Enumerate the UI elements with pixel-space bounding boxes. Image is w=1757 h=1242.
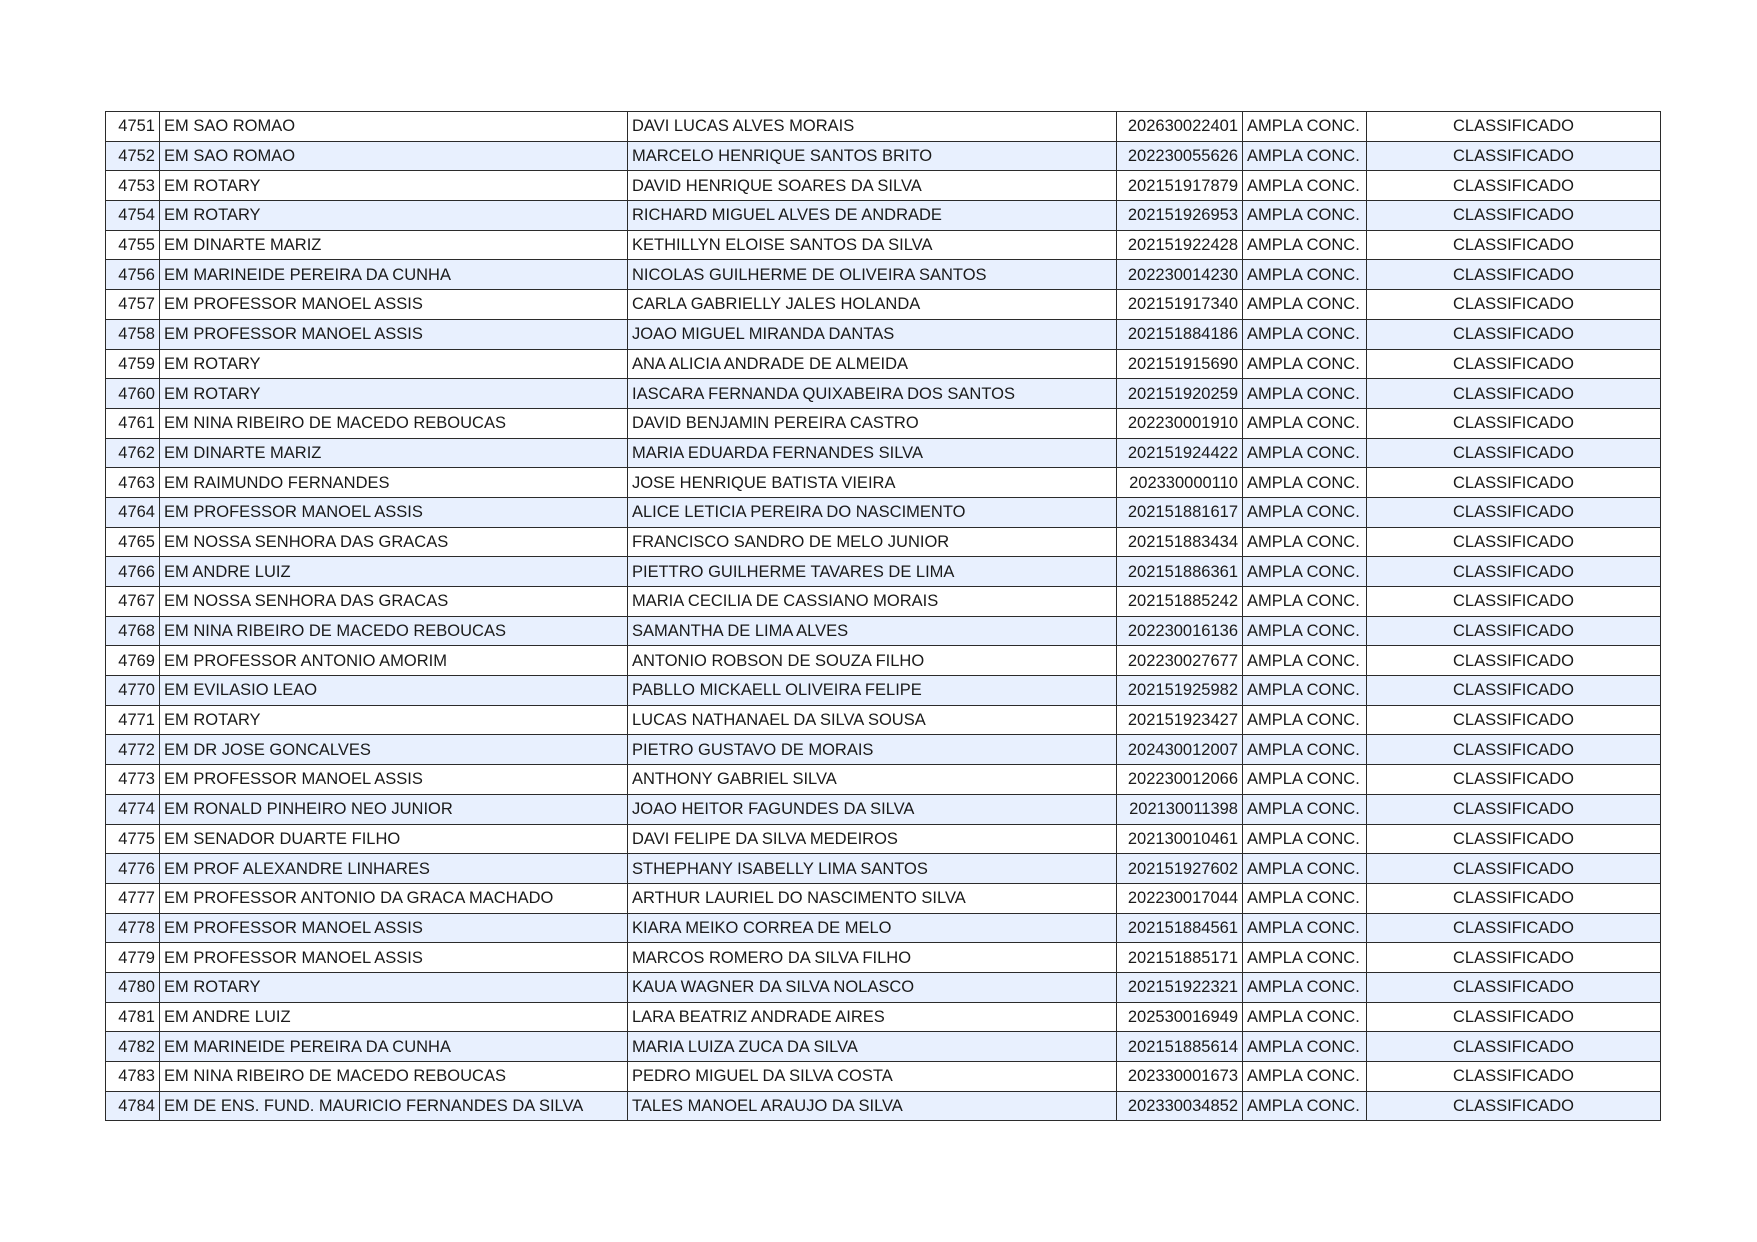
school-name: EM NOSSA SENHORA DAS GRACAS <box>160 527 628 557</box>
row-number: 4765 <box>106 527 160 557</box>
quota-type: AMPLA CONC. <box>1243 854 1367 884</box>
table-row <box>106 854 1661 884</box>
quota-type: AMPLA CONC. <box>1243 824 1367 854</box>
registration-number: 202151917879 <box>1117 171 1243 201</box>
quota-type: AMPLA CONC. <box>1243 1002 1367 1032</box>
quota-type: AMPLA CONC. <box>1243 557 1367 587</box>
status-text: CLASSIFICADO <box>1367 290 1661 320</box>
row-number: 4752 <box>106 141 160 171</box>
student-name: STHEPHANY ISABELLY LIMA SANTOS <box>628 854 1117 884</box>
status-text: CLASSIFICADO <box>1367 408 1661 438</box>
school-name: EM SENADOR DUARTE FILHO <box>160 824 628 854</box>
status-text: CLASSIFICADO <box>1367 1032 1661 1062</box>
table-row <box>106 824 1661 854</box>
registration-number: 202151924422 <box>1117 438 1243 468</box>
student-name: KETHILLYN ELOISE SANTOS DA SILVA <box>628 230 1117 260</box>
status-text: CLASSIFICADO <box>1367 349 1661 379</box>
table-row <box>106 646 1661 676</box>
quota-type: AMPLA CONC. <box>1243 497 1367 527</box>
student-name: MARCELO HENRIQUE SANTOS BRITO <box>628 141 1117 171</box>
quota-type: AMPLA CONC. <box>1243 972 1367 1002</box>
school-name: EM PROFESSOR MANOEL ASSIS <box>160 765 628 795</box>
quota-type: AMPLA CONC. <box>1243 379 1367 409</box>
table-row <box>106 260 1661 290</box>
table-row <box>106 1002 1661 1032</box>
school-name: EM MARINEIDE PEREIRA DA CUNHA <box>160 260 628 290</box>
status-text: CLASSIFICADO <box>1367 676 1661 706</box>
quota-type: AMPLA CONC. <box>1243 765 1367 795</box>
student-name: JOAO HEITOR FAGUNDES DA SILVA <box>628 794 1117 824</box>
school-name: EM PROFESSOR ANTONIO DA GRACA MACHADO <box>160 883 628 913</box>
status-text: CLASSIFICADO <box>1367 765 1661 795</box>
status-text: CLASSIFICADO <box>1367 794 1661 824</box>
school-name: EM ROTARY <box>160 705 628 735</box>
registration-number: 202130010461 <box>1117 824 1243 854</box>
table-row <box>106 587 1661 617</box>
registration-number: 202151926953 <box>1117 201 1243 231</box>
status-text: CLASSIFICADO <box>1367 735 1661 765</box>
table-row <box>106 557 1661 587</box>
row-number: 4771 <box>106 705 160 735</box>
table-row <box>106 943 1661 973</box>
student-name: DAVI FELIPE DA SILVA MEDEIROS <box>628 824 1117 854</box>
table-row <box>106 794 1661 824</box>
registration-number: 202230017044 <box>1117 883 1243 913</box>
table-row <box>106 676 1661 706</box>
row-number: 4783 <box>106 1062 160 1092</box>
quota-type: AMPLA CONC. <box>1243 141 1367 171</box>
school-name: EM ROTARY <box>160 349 628 379</box>
quota-type: AMPLA CONC. <box>1243 230 1367 260</box>
registration-number: 202630022401 <box>1117 112 1243 142</box>
student-name: SAMANTHA DE LIMA ALVES <box>628 616 1117 646</box>
table-row <box>106 1091 1661 1121</box>
registration-number: 202230027677 <box>1117 646 1243 676</box>
quota-type: AMPLA CONC. <box>1243 616 1367 646</box>
quota-type: AMPLA CONC. <box>1243 883 1367 913</box>
table-row <box>106 765 1661 795</box>
quota-type: AMPLA CONC. <box>1243 290 1367 320</box>
school-name: EM SAO ROMAO <box>160 141 628 171</box>
school-name: EM RAIMUNDO FERNANDES <box>160 468 628 498</box>
row-number: 4776 <box>106 854 160 884</box>
quota-type: AMPLA CONC. <box>1243 201 1367 231</box>
registration-number: 202230014230 <box>1117 260 1243 290</box>
row-number: 4784 <box>106 1091 160 1121</box>
row-number: 4781 <box>106 1002 160 1032</box>
row-number: 4766 <box>106 557 160 587</box>
status-text: CLASSIFICADO <box>1367 943 1661 973</box>
quota-type: AMPLA CONC. <box>1243 527 1367 557</box>
status-text: CLASSIFICADO <box>1367 379 1661 409</box>
row-number: 4775 <box>106 824 160 854</box>
quota-type: AMPLA CONC. <box>1243 1032 1367 1062</box>
registration-number: 202151884186 <box>1117 319 1243 349</box>
quota-type: AMPLA CONC. <box>1243 112 1367 142</box>
school-name: EM ANDRE LUIZ <box>160 1002 628 1032</box>
quota-type: AMPLA CONC. <box>1243 587 1367 617</box>
row-number: 4761 <box>106 408 160 438</box>
status-text: CLASSIFICADO <box>1367 646 1661 676</box>
school-name: EM ROTARY <box>160 171 628 201</box>
quota-type: AMPLA CONC. <box>1243 349 1367 379</box>
row-number: 4760 <box>106 379 160 409</box>
row-number: 4770 <box>106 676 160 706</box>
quota-type: AMPLA CONC. <box>1243 438 1367 468</box>
student-name: ALICE LETICIA PEREIRA DO NASCIMENTO <box>628 497 1117 527</box>
row-number: 4772 <box>106 735 160 765</box>
table-row <box>106 408 1661 438</box>
student-name: MARIA LUIZA ZUCA DA SILVA <box>628 1032 1117 1062</box>
registration-number: 202530016949 <box>1117 1002 1243 1032</box>
row-number: 4767 <box>106 587 160 617</box>
quota-type: AMPLA CONC. <box>1243 676 1367 706</box>
status-text: CLASSIFICADO <box>1367 468 1661 498</box>
table-row <box>106 468 1661 498</box>
table-row <box>106 379 1661 409</box>
school-name: EM DR JOSE GONCALVES <box>160 735 628 765</box>
registration-number: 202151925982 <box>1117 676 1243 706</box>
quota-type: AMPLA CONC. <box>1243 735 1367 765</box>
quota-type: AMPLA CONC. <box>1243 319 1367 349</box>
school-name: EM DINARTE MARIZ <box>160 438 628 468</box>
student-name: ANA ALICIA ANDRADE DE ALMEIDA <box>628 349 1117 379</box>
registration-number: 202151884561 <box>1117 913 1243 943</box>
table-row <box>106 349 1661 379</box>
student-name: DAVID BENJAMIN PEREIRA CASTRO <box>628 408 1117 438</box>
table-row <box>106 1062 1661 1092</box>
row-number: 4777 <box>106 883 160 913</box>
status-text: CLASSIFICADO <box>1367 112 1661 142</box>
status-text: CLASSIFICADO <box>1367 883 1661 913</box>
quota-type: AMPLA CONC. <box>1243 468 1367 498</box>
quota-type: AMPLA CONC. <box>1243 408 1367 438</box>
registration-number: 202330001673 <box>1117 1062 1243 1092</box>
registration-number: 202151885242 <box>1117 587 1243 617</box>
row-number: 4762 <box>106 438 160 468</box>
school-name: EM NINA RIBEIRO DE MACEDO REBOUCAS <box>160 616 628 646</box>
classification-table <box>105 111 1661 1121</box>
school-name: EM PROF ALEXANDRE LINHARES <box>160 854 628 884</box>
school-name: EM PROFESSOR MANOEL ASSIS <box>160 913 628 943</box>
row-number: 4764 <box>106 497 160 527</box>
student-name: MARCOS ROMERO DA SILVA FILHO <box>628 943 1117 973</box>
school-name: EM ROTARY <box>160 201 628 231</box>
student-name: NICOLAS GUILHERME DE OLIVEIRA SANTOS <box>628 260 1117 290</box>
row-number: 4769 <box>106 646 160 676</box>
row-number: 4778 <box>106 913 160 943</box>
table-row <box>106 112 1661 142</box>
student-name: PIETRO GUSTAVO DE MORAIS <box>628 735 1117 765</box>
registration-number: 202430012007 <box>1117 735 1243 765</box>
school-name: EM EVILASIO LEAO <box>160 676 628 706</box>
registration-number: 202151920259 <box>1117 379 1243 409</box>
registration-number: 202151922428 <box>1117 230 1243 260</box>
row-number: 4755 <box>106 230 160 260</box>
status-text: CLASSIFICADO <box>1367 171 1661 201</box>
status-text: CLASSIFICADO <box>1367 260 1661 290</box>
school-name: EM PROFESSOR MANOEL ASSIS <box>160 943 628 973</box>
school-name: EM NOSSA SENHORA DAS GRACAS <box>160 587 628 617</box>
student-name: CARLA GABRIELLY JALES HOLANDA <box>628 290 1117 320</box>
quota-type: AMPLA CONC. <box>1243 260 1367 290</box>
status-text: CLASSIFICADO <box>1367 705 1661 735</box>
table-row <box>106 705 1661 735</box>
registration-number: 202151915690 <box>1117 349 1243 379</box>
registration-number: 202330000110 <box>1117 468 1243 498</box>
table-row <box>106 913 1661 943</box>
status-text: CLASSIFICADO <box>1367 587 1661 617</box>
student-name: PEDRO MIGUEL DA SILVA COSTA <box>628 1062 1117 1092</box>
status-text: CLASSIFICADO <box>1367 230 1661 260</box>
table-row <box>106 171 1661 201</box>
table-row <box>106 201 1661 231</box>
school-name: EM SAO ROMAO <box>160 112 628 142</box>
status-text: CLASSIFICADO <box>1367 319 1661 349</box>
school-name: EM PROFESSOR MANOEL ASSIS <box>160 290 628 320</box>
registration-number: 202151927602 <box>1117 854 1243 884</box>
student-name: FRANCISCO SANDRO DE MELO JUNIOR <box>628 527 1117 557</box>
status-text: CLASSIFICADO <box>1367 824 1661 854</box>
row-number: 4763 <box>106 468 160 498</box>
status-text: CLASSIFICADO <box>1367 1091 1661 1121</box>
registration-number: 202230055626 <box>1117 141 1243 171</box>
table-row <box>106 319 1661 349</box>
table-row <box>106 735 1661 765</box>
quota-type: AMPLA CONC. <box>1243 794 1367 824</box>
row-number: 4773 <box>106 765 160 795</box>
registration-number: 202151883434 <box>1117 527 1243 557</box>
table-row <box>106 883 1661 913</box>
row-number: 4751 <box>106 112 160 142</box>
row-number: 4754 <box>106 201 160 231</box>
table-row <box>106 438 1661 468</box>
registration-number: 202151885614 <box>1117 1032 1243 1062</box>
quota-type: AMPLA CONC. <box>1243 1062 1367 1092</box>
table-row <box>106 230 1661 260</box>
school-name: EM ANDRE LUIZ <box>160 557 628 587</box>
status-text: CLASSIFICADO <box>1367 913 1661 943</box>
student-name: KIARA MEIKO CORREA DE MELO <box>628 913 1117 943</box>
row-number: 4753 <box>106 171 160 201</box>
quota-type: AMPLA CONC. <box>1243 913 1367 943</box>
row-number: 4758 <box>106 319 160 349</box>
registration-number: 202130011398 <box>1117 794 1243 824</box>
school-name: EM PROFESSOR MANOEL ASSIS <box>160 319 628 349</box>
school-name: EM MARINEIDE PEREIRA DA CUNHA <box>160 1032 628 1062</box>
school-name: EM RONALD PINHEIRO NEO JUNIOR <box>160 794 628 824</box>
registration-number: 202151922321 <box>1117 972 1243 1002</box>
school-name: EM DINARTE MARIZ <box>160 230 628 260</box>
table-row <box>106 1032 1661 1062</box>
student-name: LUCAS NATHANAEL DA SILVA SOUSA <box>628 705 1117 735</box>
student-name: ARTHUR LAURIEL DO NASCIMENTO SILVA <box>628 883 1117 913</box>
status-text: CLASSIFICADO <box>1367 854 1661 884</box>
registration-number: 202230001910 <box>1117 408 1243 438</box>
table-row <box>106 141 1661 171</box>
registration-number: 202151885171 <box>1117 943 1243 973</box>
student-name: DAVI LUCAS ALVES MORAIS <box>628 112 1117 142</box>
registration-number: 202230016136 <box>1117 616 1243 646</box>
student-name: PABLLO MICKAELL OLIVEIRA FELIPE <box>628 676 1117 706</box>
status-text: CLASSIFICADO <box>1367 557 1661 587</box>
table-row <box>106 972 1661 1002</box>
status-text: CLASSIFICADO <box>1367 1002 1661 1032</box>
student-name: MARIA EDUARDA FERNANDES SILVA <box>628 438 1117 468</box>
status-text: CLASSIFICADO <box>1367 616 1661 646</box>
registration-number: 202151917340 <box>1117 290 1243 320</box>
quota-type: AMPLA CONC. <box>1243 943 1367 973</box>
student-name: IASCARA FERNANDA QUIXABEIRA DOS SANTOS <box>628 379 1117 409</box>
registration-number: 202151881617 <box>1117 497 1243 527</box>
quota-type: AMPLA CONC. <box>1243 1091 1367 1121</box>
school-name: EM PROFESSOR ANTONIO AMORIM <box>160 646 628 676</box>
registration-number: 202151923427 <box>1117 705 1243 735</box>
status-text: CLASSIFICADO <box>1367 438 1661 468</box>
status-text: CLASSIFICADO <box>1367 497 1661 527</box>
student-name: MARIA CECILIA DE CASSIANO MORAIS <box>628 587 1117 617</box>
table-row <box>106 616 1661 646</box>
quota-type: AMPLA CONC. <box>1243 646 1367 676</box>
school-name: EM NINA RIBEIRO DE MACEDO REBOUCAS <box>160 1062 628 1092</box>
status-text: CLASSIFICADO <box>1367 141 1661 171</box>
school-name: EM DE ENS. FUND. MAURICIO FERNANDES DA SILVA <box>160 1091 628 1121</box>
student-name: JOSE HENRIQUE BATISTA VIEIRA <box>628 468 1117 498</box>
row-number: 4756 <box>106 260 160 290</box>
status-text: CLASSIFICADO <box>1367 201 1661 231</box>
table-row <box>106 497 1661 527</box>
status-text: CLASSIFICADO <box>1367 527 1661 557</box>
row-number: 4780 <box>106 972 160 1002</box>
row-number: 4759 <box>106 349 160 379</box>
student-name: DAVID HENRIQUE SOARES DA SILVA <box>628 171 1117 201</box>
school-name: EM NINA RIBEIRO DE MACEDO REBOUCAS <box>160 408 628 438</box>
table-row <box>106 527 1661 557</box>
student-name: ANTHONY GABRIEL SILVA <box>628 765 1117 795</box>
quota-type: AMPLA CONC. <box>1243 705 1367 735</box>
student-name: LARA BEATRIZ ANDRADE AIRES <box>628 1002 1117 1032</box>
row-number: 4774 <box>106 794 160 824</box>
student-name: JOAO MIGUEL MIRANDA DANTAS <box>628 319 1117 349</box>
row-number: 4768 <box>106 616 160 646</box>
student-name: RICHARD MIGUEL ALVES DE ANDRADE <box>628 201 1117 231</box>
school-name: EM PROFESSOR MANOEL ASSIS <box>160 497 628 527</box>
row-number: 4757 <box>106 290 160 320</box>
status-text: CLASSIFICADO <box>1367 972 1661 1002</box>
school-name: EM ROTARY <box>160 379 628 409</box>
table-body <box>106 112 1661 1121</box>
quota-type: AMPLA CONC. <box>1243 171 1367 201</box>
status-text: CLASSIFICADO <box>1367 1062 1661 1092</box>
table-row <box>106 290 1661 320</box>
school-name: EM ROTARY <box>160 972 628 1002</box>
row-number: 4779 <box>106 943 160 973</box>
registration-number: 202230012066 <box>1117 765 1243 795</box>
student-name: PIETTRO GUILHERME TAVARES DE LIMA <box>628 557 1117 587</box>
registration-number: 202151886361 <box>1117 557 1243 587</box>
student-name: ANTONIO ROBSON DE SOUZA FILHO <box>628 646 1117 676</box>
row-number: 4782 <box>106 1032 160 1062</box>
registration-number: 202330034852 <box>1117 1091 1243 1121</box>
student-name: TALES MANOEL ARAUJO DA SILVA <box>628 1091 1117 1121</box>
student-name: KAUA WAGNER DA SILVA NOLASCO <box>628 972 1117 1002</box>
